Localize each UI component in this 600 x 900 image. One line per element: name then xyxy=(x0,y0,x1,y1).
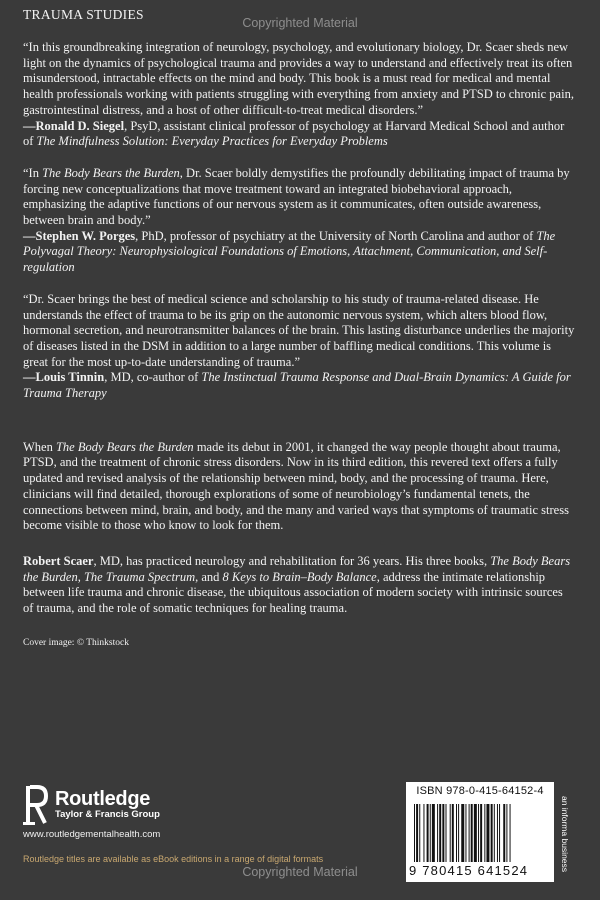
author-credentials: , PhD, professor of psychiatry at the University of North Carolina and author of xyxy=(135,228,537,243)
category-label: TRAUMA STUDIES xyxy=(23,7,144,22)
quote-text xyxy=(23,166,575,229)
quote-text-part: “In xyxy=(23,165,43,180)
quote-attribution xyxy=(23,370,575,401)
barcode-bar xyxy=(437,804,438,862)
barcode-bar xyxy=(427,804,429,862)
barcode-bar xyxy=(510,804,511,862)
quote-author: —Ronald D. Siegel xyxy=(23,118,125,133)
quote-text-part: , Dr. Scaer boldly demystifies the profoundly debilitating impact of trauma by forcing new conceptualizations that move treatment toward an integrated biobehavioral approach, emphasizing the adaptive functions of our nervous system as it communicates, often outside awareness, between brain and body.” xyxy=(23,165,570,228)
barcode-bar xyxy=(503,804,505,862)
informa-text: an informa business xyxy=(560,795,570,873)
barcode-bar xyxy=(414,804,415,862)
barcode-bar xyxy=(430,804,431,862)
barcode-bar xyxy=(446,804,447,862)
book-title: 8 Keys to Brain–Body Balance xyxy=(222,569,377,584)
endorsement-1 xyxy=(23,40,575,150)
publisher-group: Taylor & Francis Group xyxy=(55,809,160,820)
quote-author: —Stephen W. Porges xyxy=(23,228,136,243)
author-credentials: , MD, co-author of xyxy=(104,370,202,385)
book-description xyxy=(23,440,575,534)
barcode-bar xyxy=(461,804,464,862)
barcode-bar xyxy=(458,804,459,862)
watermark-bottom: Copyrighted Material xyxy=(242,865,358,879)
barcode-bar xyxy=(494,804,495,862)
endorsement-2 xyxy=(23,166,575,276)
barcode-bar xyxy=(419,804,420,862)
barcode-bar xyxy=(474,804,477,862)
quote-attribution xyxy=(23,119,575,150)
barcode-bar xyxy=(456,804,457,862)
ebook-note: Routledge titles are available as eBook editions in a range of digital formats xyxy=(23,854,324,864)
cover-credit: Cover image: © Thinkstock xyxy=(23,637,129,648)
author-name: Robert Scaer xyxy=(23,553,94,568)
book-title: The Trauma Spectrum xyxy=(83,569,196,584)
barcode-bar xyxy=(432,804,435,862)
quote-text: “In this groundbreaking integration of neurology, psychology, and evolutionary biology, Dr. Scaer sheds new light on the dynamics of psychological trauma and provides a way to understand and effectively treat its often misunderstood, intractable effects on the mind and body. This book is a must read for medical and mental health professionals working with patients struggling with everything from anxiety and PTSD to chronic pain, gastrointestinal distress, and a host of other difficult-to-treat medical disorders.” xyxy=(23,40,574,117)
barcode-bar xyxy=(471,804,473,862)
barcode-bar xyxy=(465,804,466,862)
quote-text: “Dr. Scaer brings the best of medical science and scholarship to his study of trauma-related disease. He understands the effect of trauma to be its grip on the autonomic nervous system, which alters blood flow, hormonal secretion, and neurotransmitter balances of the brain. This lasting disturbance underlies the majority of diseases listed in the DSM in addition to a large number of baffling medical conditions. This volume is great for the most up-to-date understanding of trauma.” xyxy=(23,291,575,369)
author-work-title: The Instinctual Trauma Response and Dual-Brain Dynamics: A Guide for Trauma Therapy xyxy=(23,370,571,401)
barcode-bar xyxy=(416,804,418,862)
bio-part: , MD, has practiced neurology and rehabilitation for 36 years. His three books, xyxy=(93,553,491,568)
book-title: The Body Bears the Burden xyxy=(23,553,571,584)
isbn-label: ISBN 978-0-415-64152-4 xyxy=(416,785,544,797)
back-cover-text xyxy=(23,40,575,652)
barcode-bars xyxy=(414,804,552,862)
quote-attribution xyxy=(23,229,575,276)
barcode-bar xyxy=(439,804,441,862)
book-title: The Body Bears the Burden xyxy=(42,165,180,180)
publisher-website: www.routledgementalhealth.com xyxy=(23,829,161,840)
barcode-bar xyxy=(506,804,507,862)
barcode-bar xyxy=(450,804,451,862)
barcode-bar xyxy=(423,804,424,862)
bio-part: , and xyxy=(195,569,223,584)
barcode-bar xyxy=(497,804,498,862)
author-credentials: , PsyD, assistant clinical professor of psychology at Harvard Medical School and author of xyxy=(23,118,565,149)
description-part: When xyxy=(23,439,56,454)
barcode-bar xyxy=(499,804,500,862)
barcode-bar xyxy=(486,804,489,862)
barcode-bar xyxy=(442,804,444,862)
barcode-bar xyxy=(452,804,454,862)
author-work-title: The Polyvagal Theory: Neurophysiological Foundations of Emotions, Attachment, Communication, and Self-regulation xyxy=(23,228,556,275)
publisher-wordmark xyxy=(55,789,160,821)
barcode-bar xyxy=(484,804,485,862)
watermark-top: Copyrighted Material xyxy=(242,16,358,30)
barcode-bar xyxy=(491,804,493,862)
barcode-digits: 9 780415 641524 xyxy=(409,863,529,878)
endorsement-3 xyxy=(23,292,575,402)
bio-part: , address the intimate relationship between life trauma and chronic disease, the ubiquitous association of modern society with intrinsic sources of trauma, and the role of somatic techniques for healing trauma. xyxy=(23,569,563,616)
author-work-title: The Mindfulness Solution: Everyday Practices for Everyday Problems xyxy=(36,134,388,149)
quote-author: —Louis Tinnin xyxy=(23,370,105,385)
publisher-logo xyxy=(23,784,160,826)
publisher-name: Routledge xyxy=(55,788,151,810)
barcode-bar xyxy=(478,804,479,862)
book-title: The Body Bears the Burden xyxy=(55,439,194,454)
bio-part: , xyxy=(77,569,84,584)
routledge-r-icon xyxy=(23,784,49,826)
author-bio xyxy=(23,554,575,617)
barcode-bar xyxy=(469,804,470,862)
description-part: made its debut in 2001, it changed the way people thought about trauma, PTSD, and the treatment of chronic stress disorders. Now in its third edition, this revered text offers a fully updated and revised analysis of the relationship between mind, body, and the processing of trauma. Here, clinicians will find detailed, thorough explorations of some of neurobiology’s fundamental tenets, the connections between mind, brain, and body, and the many and varied ways that symptoms of traumatic stress become visible to those who know to look for them. xyxy=(23,439,569,533)
barcode-bar xyxy=(480,804,482,862)
